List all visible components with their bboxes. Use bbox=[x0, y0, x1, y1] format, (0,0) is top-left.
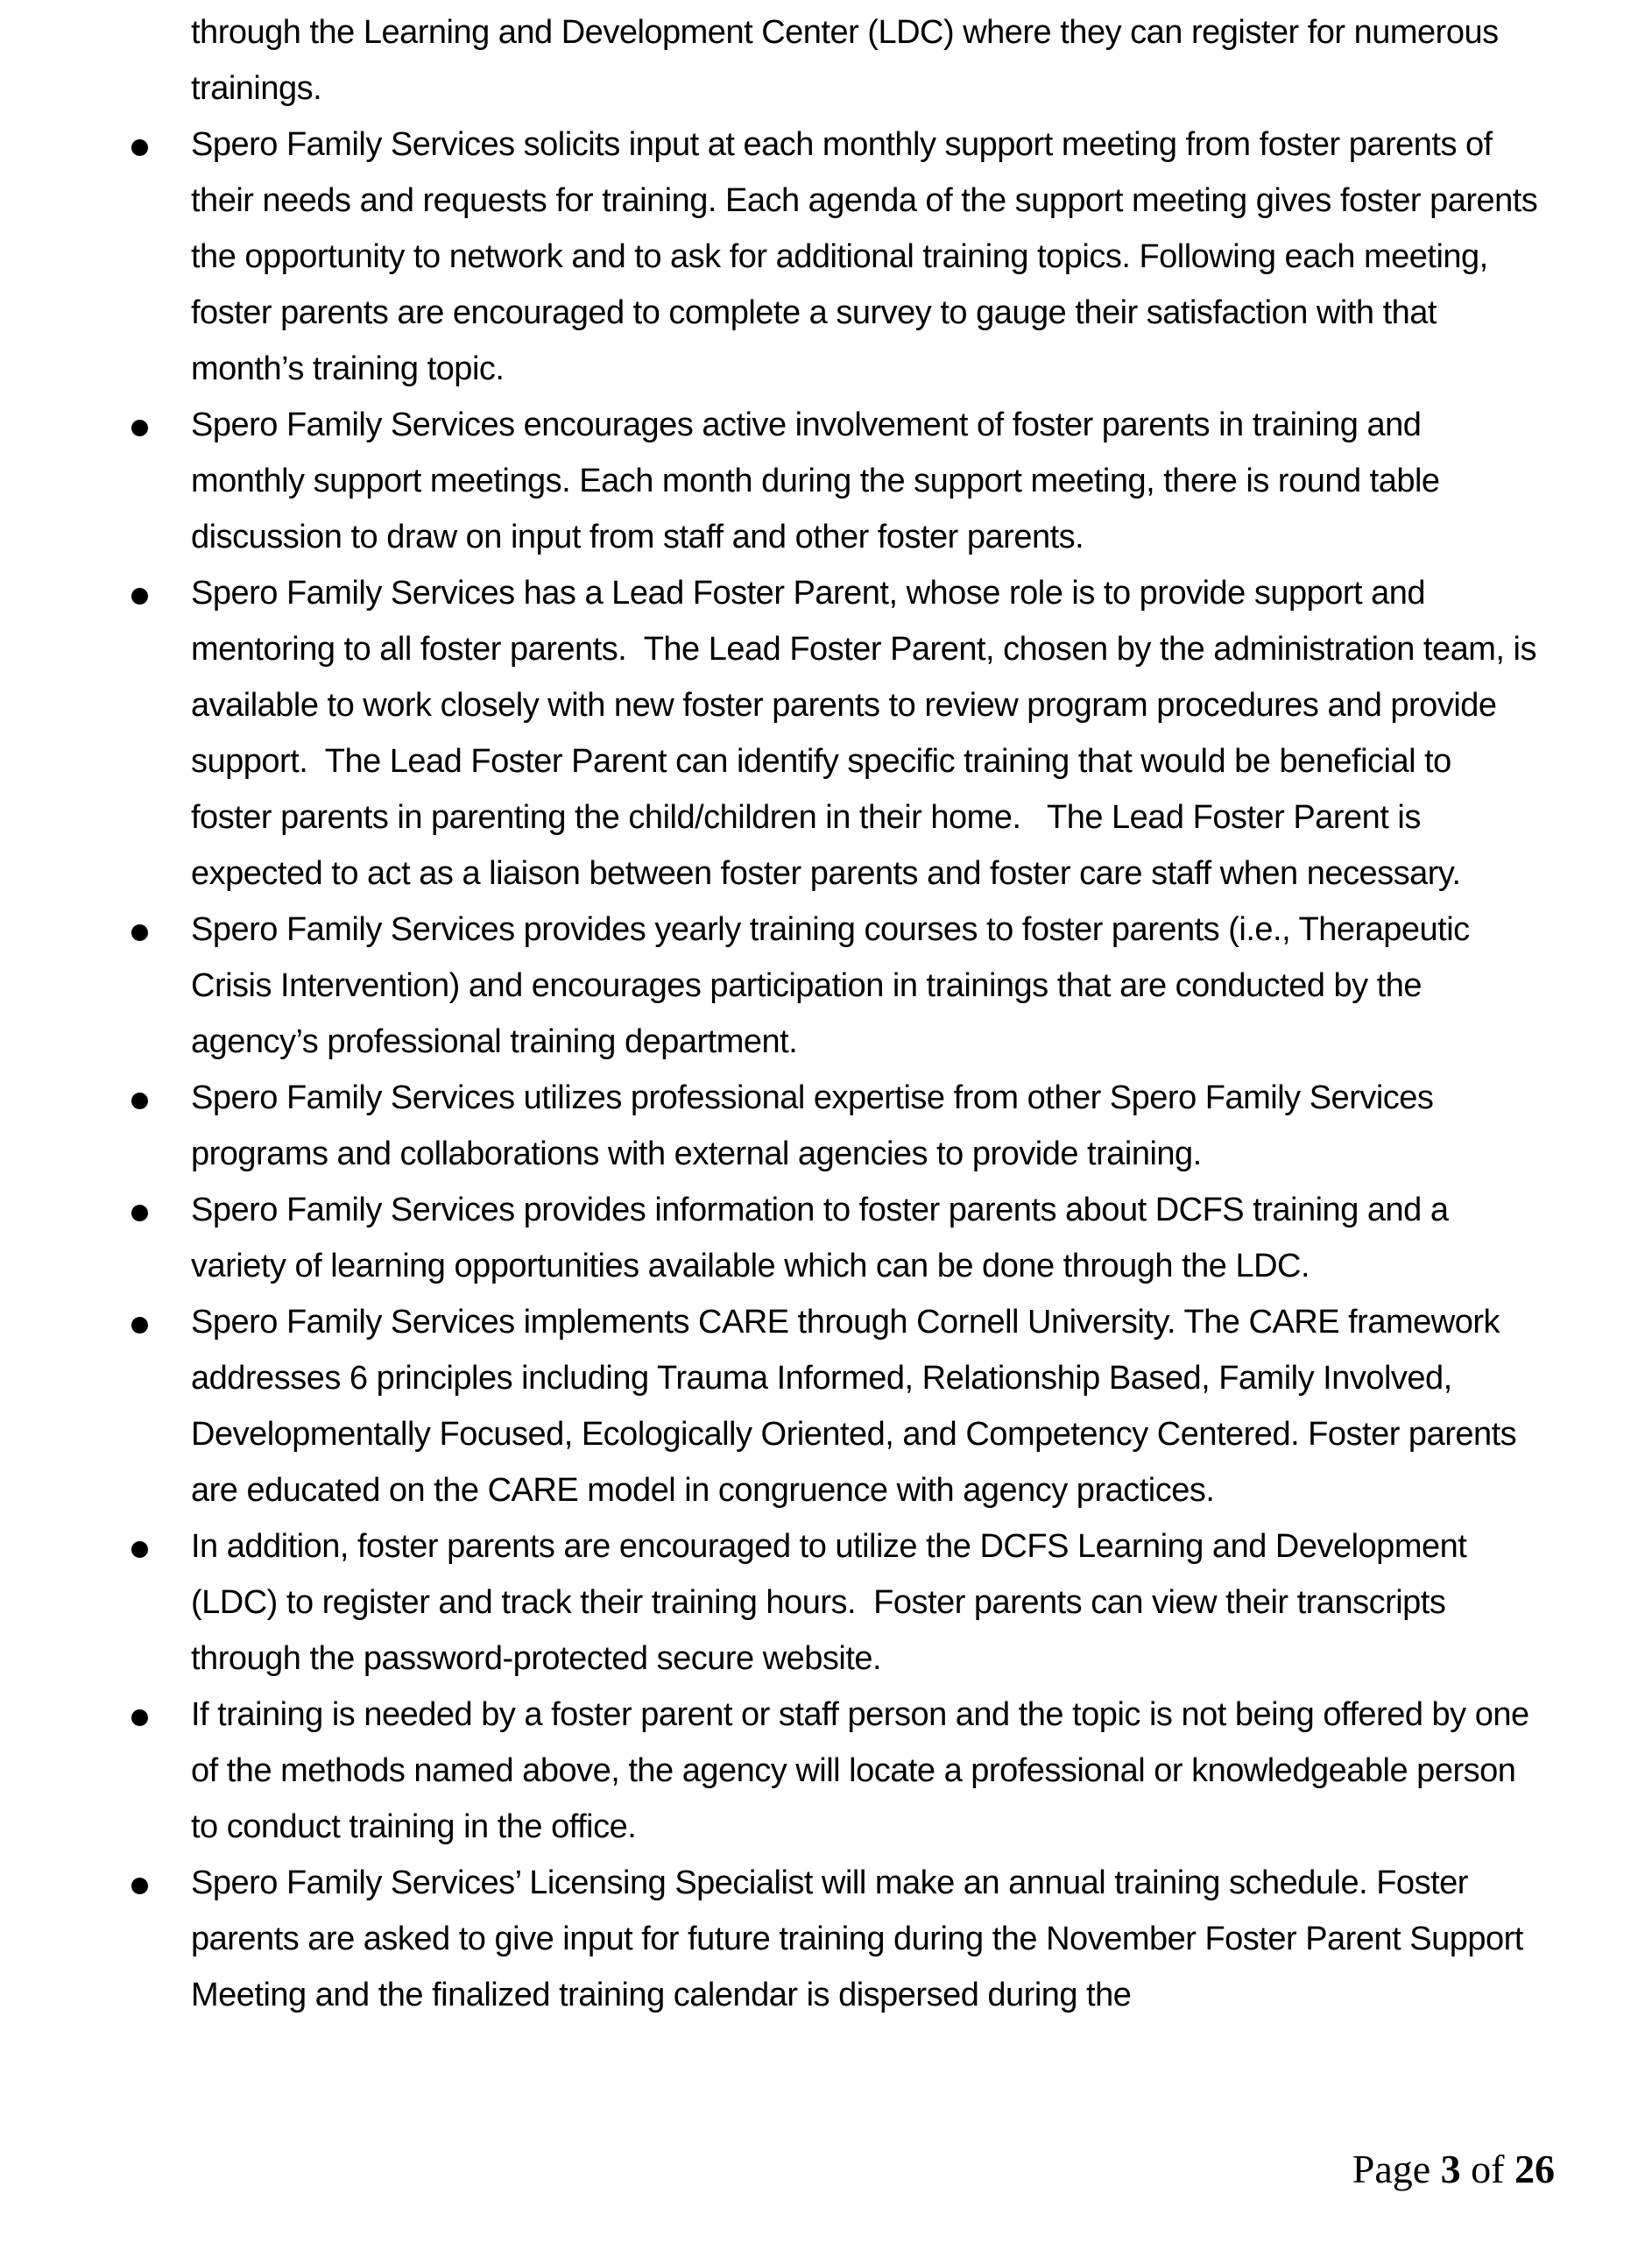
bullet-icon bbox=[131, 1205, 148, 1221]
bullet-item bbox=[191, 1855, 1540, 2023]
intro-paragraph: through the Learning and Development Center (LDC) where they can register for numerous trainings. bbox=[191, 14, 1507, 107]
bullet-icon bbox=[131, 1709, 148, 1726]
bullet-text: In addition, foster parents are encouraged to utilize the DCFS Learning and Development (LDC) to register and track their training hours. Foster parents can view their transcripts through the password-protected secure website. bbox=[191, 1528, 1476, 1677]
bullet-icon bbox=[131, 420, 148, 436]
bullet-icon bbox=[131, 924, 148, 941]
bullet-item bbox=[191, 902, 1540, 1070]
bullet-item bbox=[191, 1294, 1540, 1518]
page-footer bbox=[1352, 2147, 1555, 2192]
bullet-text: Spero Family Services’ Licensing Specialist will make an annual training schedule. Foster parents are asked to give input for future training during the November Foster Parent Support Meeting and the finalized training calendar is dispersed during the bbox=[191, 1864, 1532, 2013]
bullet-item bbox=[191, 1687, 1540, 1855]
bullet-icon bbox=[131, 1093, 148, 1109]
bullet-icon bbox=[131, 1878, 148, 1894]
footer-page-number: 3 bbox=[1440, 2147, 1461, 2191]
bullet-text: Spero Family Services provides yearly training courses to foster parents (i.e., Therapeutic Crisis Intervention) and encourages participation in trainings that are conducted by the agency’s professional training department. bbox=[191, 911, 1479, 1060]
bullet-icon bbox=[131, 588, 148, 605]
bullet-item bbox=[191, 397, 1540, 565]
bullet-item bbox=[191, 565, 1546, 902]
bullet-item bbox=[191, 1070, 1540, 1182]
document-body bbox=[191, 4, 1547, 2023]
bullet-list bbox=[191, 117, 1547, 2023]
bullet-item bbox=[191, 117, 1547, 397]
bullet-icon bbox=[131, 1541, 148, 1558]
bullet-icon bbox=[131, 1317, 148, 1334]
bullet-text: Spero Family Services has a Lead Foster Parent, whose role is to provide support and mentoring to all foster parents. The Lead Foster Parent, chosen by the administration team, is available to work closely with new foster parents to review program procedures and provide support. The Lead Foster Parent can identify specific training that would be beneficial to foster parents in parenting the child/children in their home. The Lead Foster Parent is expected to act as a liaison between foster parents and foster care staff when necessary. bbox=[191, 575, 1546, 892]
bullet-text: Spero Family Services provides information to foster parents about DCFS training and a variety of learning opportunities available which can be done through the LDC. bbox=[191, 1192, 1458, 1284]
bullet-item bbox=[191, 1518, 1540, 1687]
footer-total-pages: 26 bbox=[1514, 2147, 1555, 2191]
bullet-item bbox=[191, 1182, 1540, 1294]
bullet-text: If training is needed by a foster parent or staff person and the topic is not being offered by one of the methods named above, the agency will locate a professional or knowledgeable person to conduct training in the office. bbox=[191, 1696, 1538, 1845]
bullet-text: Spero Family Services utilizes professional expertise from other Spero Family Services programs and collaborations with external agencies to provide training. bbox=[191, 1079, 1443, 1172]
bullet-text: Spero Family Services implements CARE through Cornell University. The CARE framework addresses 6 principles including Trauma Informed, Relationship Based, Family Involved, Developmentally Focused, Ecologically Oriented, and Competency Centered. Foster parents are educated on the CARE model in congruence with agency practices. bbox=[191, 1304, 1526, 1509]
bullet-icon bbox=[131, 139, 148, 156]
footer-of-label: of bbox=[1471, 2147, 1505, 2191]
bullet-text: Spero Family Services encourages active involvement of foster parents in training and monthly support meetings. Each month during the support meeting, there is round table discussion to draw on input from staff and other foster parents. bbox=[191, 407, 1449, 555]
bullet-text: Spero Family Services solicits input at each monthly support meeting from foster parents of their needs and requests for training. Each agenda of the support meeting gives foster parents the opportunity to network and to ask for additional training topics. Following each meeting, foster parents are encouraged to complete a survey to gauge their satisfaction with that month’s training topic. bbox=[191, 126, 1547, 387]
footer-page-label: Page bbox=[1352, 2147, 1431, 2191]
